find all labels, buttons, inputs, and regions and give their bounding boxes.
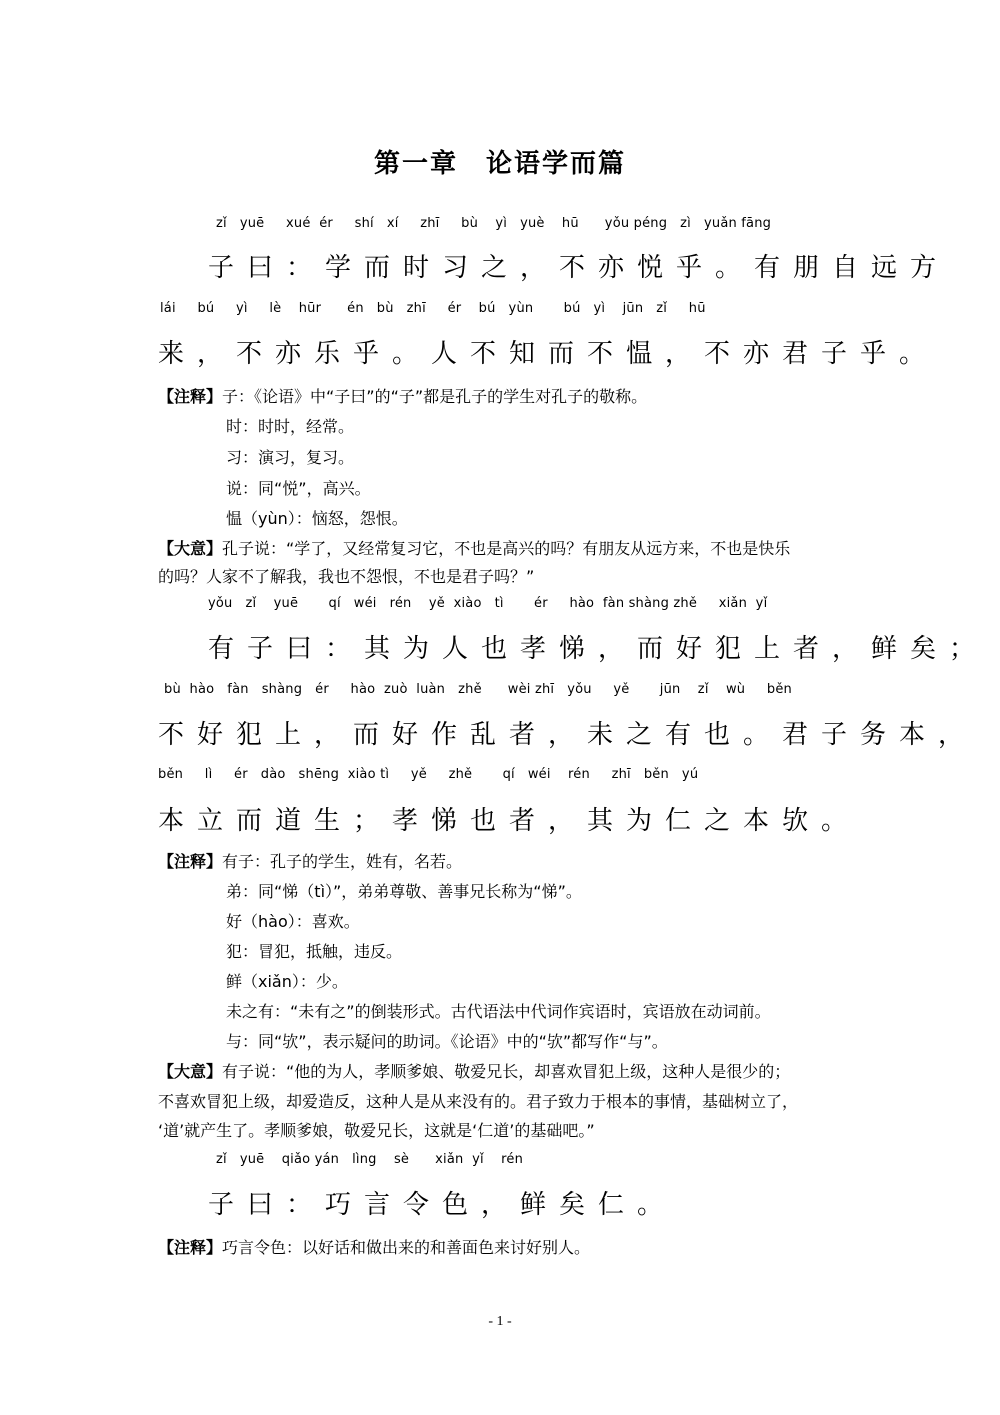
note-item: 弟：同“悌（tì）”，弟弟尊敬、善事兄长称为“悌”。: [226, 882, 582, 901]
pinyin-line: zǐ yuē qiǎo yán lìng sè xiǎn yǐ rén: [216, 1152, 524, 1167]
pinyin-line: yǒu zǐ yuē qí wéi rén yě xiào tì ér hào fàn shàng zhě xiǎn yǐ: [208, 596, 768, 611]
note-item: 未之有：“未有之”的倒装形式。古代语法中代词作宾语时，宾语放在动词前。: [226, 1002, 771, 1021]
notes-tag: 【注释】: [158, 852, 223, 871]
meaning-line: 的吗？人家不了解我，我也不怨恨，不也是君子吗？”: [158, 567, 535, 586]
note-item: 有子：孔子的学生，姓有，名若。: [222, 852, 463, 871]
note-item: 与：同“欤”，表示疑问的助词。《论语》中的“欤”都写作“与”。: [226, 1032, 668, 1051]
notes-block: [158, 849, 462, 872]
hanzi-line: 本立而道生；孝悌也者，其为仁之本欤。: [158, 806, 861, 836]
hanzi-line: 来，不亦乐乎。人不知而不愠，不亦君子乎。: [158, 339, 939, 369]
note-item: 子：《论语》中“子曰”的“子”都是孔子的学生对孔子的敬称。: [222, 387, 648, 406]
note-item: 巧言令色：以好话和做出来的和善面色来讨好别人。: [222, 1238, 591, 1257]
note-item: 愠（yùn）：恼怒，怨恨。: [226, 509, 408, 528]
note-item: 说：同“悦”，高兴。: [226, 479, 371, 498]
pinyin-line: bù hào fàn shàng ér hào zuò luàn zhě wèi zhī yǒu yě jūn zǐ wù běn: [164, 682, 792, 697]
pinyin-line: běn lì ér dào shēng xiào tì yě zhě qí wéi rén zhī běn yú: [158, 767, 699, 782]
note-item: 犯：冒犯，抵触，违反。: [226, 942, 403, 961]
pinyin-line: zǐ yuē xué ér shí xí zhī bù yì yuè hū yǒu péng zì yuǎn fāng: [216, 216, 772, 231]
meaning-line: 有子说：“他的为人，孝顺爹娘、敬爱兄长，却喜欢冒犯上级，这种人是很少的；: [222, 1062, 791, 1081]
hanzi-line: 有子曰：其为人也孝悌，而好犯上者，鲜矣；: [208, 634, 989, 664]
hanzi-line: 不好犯上，而好作乱者，未之有也。君子务本，: [158, 720, 978, 750]
meaning-tag: 【大意】: [158, 539, 223, 558]
page-title: 第一章 论语学而篇: [373, 149, 626, 179]
notes-tag: 【注释】: [158, 387, 223, 406]
meaning-tag: 【大意】: [158, 1062, 223, 1081]
meaning-line: ‘道’就产生了。孝顺爹娘，敬爱兄长，这就是‘仁道’的基础吧。”: [158, 1121, 595, 1140]
note-item: 时：时时，经常。: [226, 417, 355, 436]
meaning-block: [158, 536, 790, 559]
page-number: - 1 -: [488, 1314, 512, 1329]
meaning-line: 孔子说：“学了，又经常复习它，不也是高兴的吗？有朋友从远方来，不也是快乐: [222, 539, 791, 558]
notes-tag: 【注释】: [158, 1238, 223, 1257]
note-item: 鲜（xiǎn）：少。: [226, 972, 348, 991]
meaning-line: 不喜欢冒犯上级，却爱造反，这种人是从来没有的。君子致力于根本的事情，基础树立了，: [158, 1092, 799, 1111]
meaning-block: [158, 1059, 790, 1082]
note-item: 习：演习，复习。: [226, 448, 355, 467]
notes-block: [158, 1235, 590, 1258]
notes-block: [158, 384, 647, 407]
hanzi-line: 子曰：巧言令色，鲜矣仁。: [208, 1190, 677, 1220]
hanzi-line: 子曰：学而时习之，不亦悦乎。有朋自远方: [208, 253, 950, 283]
note-item: 好（hào）：喜欢。: [226, 912, 360, 931]
pinyin-line: lái bú yì lè hūr én bù zhī ér bú yùn bú yì jūn zǐ hū: [160, 301, 706, 316]
